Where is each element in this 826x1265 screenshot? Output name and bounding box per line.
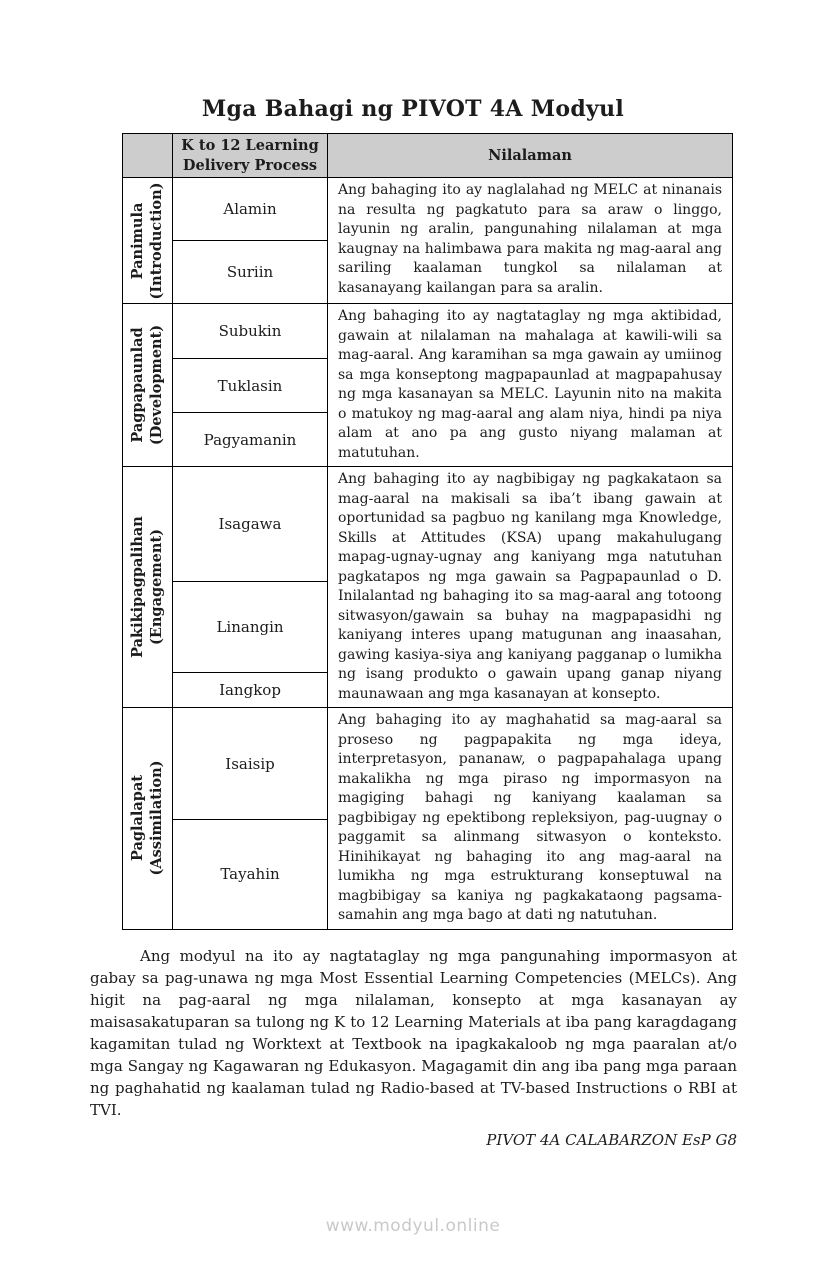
document-page — [0, 96, 826, 1265]
stage-cell-panimula — [123, 178, 173, 304]
description-cell-pagpapaunlad: Ang bahaging ito ay nagtataglay ng mga aktibidad, gawain at nilalaman na mahalaga at kawili-wili sa mag-aaral. Ang karamihan sa mga gawain ay umiinog sa mga konseptong magpapaunlad at magpapahusay ng mga kasanayan sa MELC. Layunin nito na makita o matukoy ng mag-aaral ang alam niya, hindi pa niya alam at ano pa ang gusto niyang malaman at matutuhan. — [328, 304, 733, 467]
stage-cell-paglalapat — [123, 708, 173, 930]
module-parts-table — [122, 133, 733, 930]
process-cell-tayahin: Tayahin — [173, 819, 328, 929]
process-cell-isagawa: Isagawa — [173, 467, 328, 582]
body-paragraph: Ang modyul na ito ay nagtataglay ng mga pangunahing impormasyon at gabay sa pag-unawa ng mga Most Essential Learning Competencies (MELCs). Ang higit na pag-aaral ng mga nilalaman, konsepto at mga kasanayan ay maisasakatuparan sa tulong ng K to 12 Learning Materials at iba pang karagdagang kagamitan tulad ng Worktext at Textbook na ipagkakaloob ng mga paaralan at/o mga Sangay ng Kagawaran ng Edukasyon. Magagamit din ang iba pang mga paraan ng paghahatid ng kaalaman tulad ng Radio-based at TV-based Instructions o RBI at TVI. — [90, 946, 737, 1119]
process-cell-subukin: Subukin — [173, 304, 328, 359]
footer-reference: PIVOT 4A CALABARZON EsP G8 — [486, 1130, 737, 1149]
page-title: Mga Bahagi ng PIVOT 4A Modyul — [201, 96, 625, 122]
stage-cell-pagpapaunlad — [123, 304, 173, 467]
process-cell-suriin: Suriin — [173, 241, 328, 304]
process-cell-tuklasin: Tuklasin — [173, 358, 328, 413]
stage-label: Panimula (Introduction) — [128, 182, 165, 300]
description-cell-panimula: Ang bahaging ito ay naglalahad ng MELC at ninanais na resulta ng pagkatuto para sa araw o linggo, layunin ng aralin, pangunahing nilalaman at mga kaugnay na halimbawa para makita ng mag-aaral ang sariling kaalaman tungkol sa nilalaman at kasanayang kailangan para sa aralin. — [328, 178, 733, 304]
table-header-content: Nilalaman — [328, 134, 733, 178]
stage-label: Pagpapaunlad (Development) — [128, 324, 165, 446]
description-cell-pakikipagpalihan: Ang bahaging ito ay nagbibigay ng pagkakataon sa mag-aaral na makisali sa iba’t ibang gawain at oportunidad sa pagbuo ng kanilang mga Knowledge, Skills at Attitudes (KSA) upang makahulugang mapag-ugnay-ugnay ang kaniyang mga natutuhan pagkatapos ng mga gawain sa Pagpapaunlad o D. Inilalantad ng bahaging ito sa mag-aaral ang totoong sitwasyon/gawain sa buhay na magpapasidhi ng kaniyang interes upang matugunan ang inaasahan, gawing kasiya-siya ang kaniyang pagganap o lumikha ng isang produkto o gawain upang ganap niyang maunawaan ang mga kasanayan at konsepto. — [328, 467, 733, 708]
stage-cell-pakikipagpalihan — [123, 467, 173, 708]
stage-label: Pakikipagpalihan (Engagement) — [128, 516, 165, 658]
process-cell-iangkop: Iangkop — [173, 673, 328, 708]
table-header-process: K to 12 Learning Delivery Process — [173, 134, 328, 178]
process-cell-pagyamanin: Pagyamanin — [173, 413, 328, 467]
table-corner-cell — [123, 134, 173, 178]
stage-label: Paglalapat (Assimilation) — [128, 760, 165, 876]
watermark: www.modyul.online — [325, 1216, 501, 1236]
process-cell-alamin: Alamin — [173, 178, 328, 241]
process-cell-linangin: Linangin — [173, 581, 328, 672]
description-cell-paglalapat: Ang bahaging ito ay maghahatid sa mag-aaral sa proseso ng pagpapakita ng mga ideya, interpretasyon, pananaw, o pagpapahalaga upang makalikha ng mga piraso ng impormasyon na magiging bahagi ng kaniyang kaalaman sa pagbibigay ng epektibong repleksiyon, pag-uugnay o paggamit sa alinmang sitwasyon o konteksto. Hinihikayat ng bahaging ito ang mag-aaral na lumikha ng mga estrukturang konseptuwal na magbibigay sa kaniya ng pagkakataong pagsama-samahin ang mga bago at dati ng natutuhan. — [328, 708, 733, 930]
process-cell-isaisip: Isaisip — [173, 708, 328, 820]
